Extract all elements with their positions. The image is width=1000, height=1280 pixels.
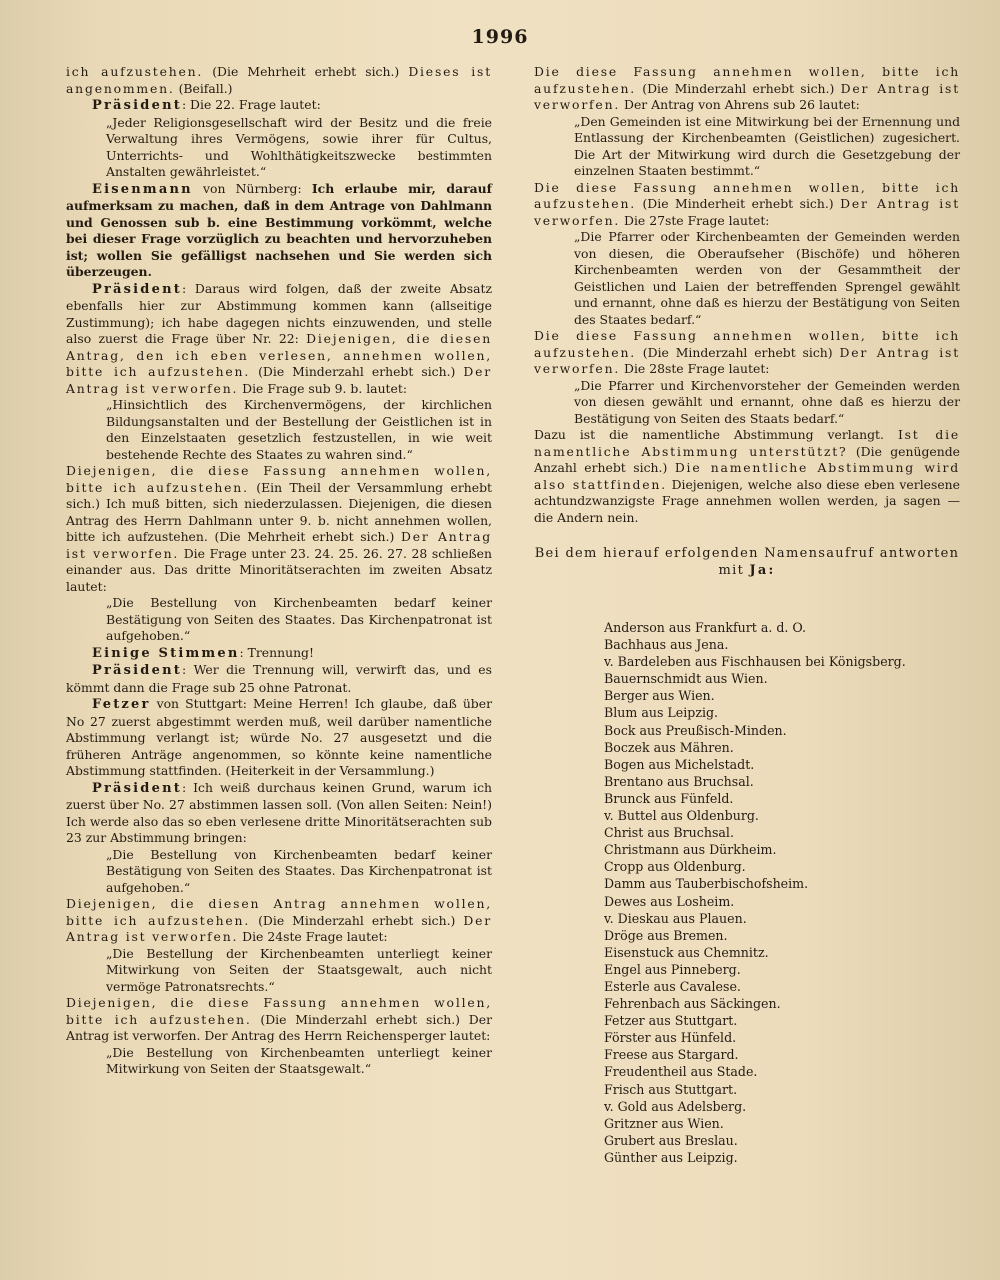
spaced-text: Der Antrag ist verworfen.: [66, 529, 492, 561]
roll-call-name: Gritzner aus Wien.: [604, 1115, 724, 1131]
text-run: Die Frage unter 23. 24. 25. 26. 27. 28 schließen einander aus. Das dritte Minoritätserachten im zweiten Absatz lautet:: [66, 545, 492, 594]
spaced-text: Der Antrag ist verworfen.: [66, 912, 492, 944]
quoted-motion: [106, 397, 492, 463]
roll-call-name: Günther aus Leipzig.: [604, 1149, 738, 1165]
speech-paragraph: [66, 780, 492, 847]
roll-call-name: Christ aus Bruchsal.: [604, 825, 734, 841]
spaced-text: Diejenigen, die diese Fassung annehmen wollen, bitte ich aufzustehen.: [66, 463, 492, 495]
speaker-name: Präsident: [92, 663, 182, 678]
right-column-text: [534, 64, 960, 526]
roll-call-name: Anderson aus Frankfurt a. d. O.: [604, 620, 807, 635]
quoted-motion: [106, 847, 492, 897]
paragraph: [66, 896, 492, 946]
text-run: „Die Bestellung von Kirchenbeamten bedarf keiner Bestätigung von Seiten des Staates. Das Kirchenpatronat ist aufgehoben.“: [106, 595, 492, 643]
paragraph: [534, 180, 960, 230]
speech-paragraph: [66, 662, 492, 696]
spaced-text: Der Antrag ist verworfen.: [534, 196, 960, 228]
text-run: Der Antrag von Ahrens sub 26 lautet:: [620, 97, 860, 112]
text-run: (Die Minderheit erhebt sich.): [635, 196, 841, 211]
quoted-motion: [106, 115, 492, 181]
quoted-motion: [574, 229, 960, 328]
text-run: (Die Minderzahl erhebt sich.): [250, 364, 464, 379]
quoted-motion: [106, 946, 492, 996]
text-run: Die 28ste Frage lautet:: [620, 361, 770, 376]
text-columns: [66, 64, 960, 1166]
text-run: : Trennung!: [239, 644, 314, 660]
roll-call-name: Bachhaus aus Jena.: [604, 637, 729, 653]
roll-call-name: Frisch aus Stuttgart.: [604, 1081, 738, 1097]
text-run: „Die Bestellung von Kirchenbeamten unterliegt keiner Mitwirkung von Seiten der Staatsgewalt.“: [106, 1044, 492, 1076]
roll-call-name: Förster aus Hünfeld.: [604, 1030, 737, 1046]
speech-paragraph: [66, 181, 492, 281]
text-run: „Die Pfarrer oder Kirchenbeamten der Gemeinden werden von diesen, die Oberaufseher (Bischöfe) und höheren Kirchenbeamten werden von der Gesammtheit der Geistlichen und Laien der betreffenden Sprengel gewählt und ernannt, ohne daß es hierzu der Bestätigung von Seiten des Staates bedarf.“: [574, 229, 960, 327]
spaced-text: Diejenigen, die diesen Antrag, den ich eben verlesen, annehmen wollen, bitte ich aufzustehen.: [66, 331, 492, 379]
spaced-text: Diejenigen, die diese Fassung annehmen wollen, bitte ich aufzustehen.: [66, 995, 492, 1027]
spaced-text: Der Antrag ist verworfen.: [66, 364, 492, 396]
spaced-text: Ist die namentliche Abstimmung unterstützt?: [534, 427, 960, 459]
roll-call-name: Damm aus Tauberbischofsheim.: [604, 876, 809, 892]
text-run: (Die Minderzahl erhebt sich.) Der Antrag ist verworfen. Der Antrag des Herrn Reichensperger lautet:: [66, 1011, 492, 1043]
roll-call-name: Freese aus Stargard.: [604, 1047, 739, 1063]
spaced-text: Diejenigen, die diesen Antrag annehmen wollen, bitte ich aufzustehen.: [66, 896, 492, 928]
roll-call-name: Cropp aus Oldenburg.: [604, 859, 746, 875]
text-run: : Ich weiß durchaus keinen Grund, warum ich zuerst über No. 27 abstimmen lassen soll. (Von allen Seiten: Nein!) Ich werde also das so eben verlesene dritte Minoritätserachten sub 23 zur Abstimmung bringen:: [66, 779, 492, 845]
roll-call-heading-emphasis: Ja:: [749, 562, 776, 578]
spaced-text: ich aufzustehen.: [66, 64, 204, 79]
text-run: „Jeder Religionsgesellschaft wird der Besitz und die freie Verwaltung ihres Vermögens, sowie ihrer für Cultus, Unterrichts- und Wohlthätigkeitszwecke bestimmten Anstalten gewährleistet.“: [106, 114, 492, 179]
text-run: von Stuttgart: Meine Herren! Ich glaube, daß über No 27 zuerst abgestimmt werden muß, weil darüber namentliche Abstimmung verlangt ist; würde No. 27 ausgesetzt und die früheren Anträge angenommen, so könnte keine namentliche Abstimmung stattfinden. (Heiterkeit in der Versammlung.): [66, 696, 492, 778]
spaced-text: Die diese Fassung annehmen wollen, bitte ich aufzustehen.: [534, 328, 960, 360]
text-run: „Die Bestellung von Kirchenbeamten bedarf keiner Bestätigung von Seiten des Staates. Das Kirchenpatronat ist aufgehoben.“: [106, 846, 492, 895]
bold-text: Ich erlaube mir, darauf aufmerksam zu machen, daß in dem Antrage von Dahlmann und Genossen sub b. eine Bestimmung vorkömmt, welche bei dieser Frage vorzüglich zu beachten und hervorzuheben ist; wollen Sie gefälligst nachsehen und Sie werden sich überzeugen.: [66, 180, 492, 279]
text-run: Diejenigen, welche also diese eben verlesene achtundzwanzigste Frage annehmen wollen werden, ja sagen — die Andern nein.: [534, 476, 960, 525]
text-run: Die 24ste Frage lautet:: [238, 929, 388, 944]
roll-call-name: Grubert aus Breslau.: [604, 1132, 738, 1148]
paragraph: [66, 995, 492, 1045]
roll-call-name: Boczek aus Mähren.: [604, 739, 734, 755]
roll-call-name: Freudentheil aus Stade.: [604, 1064, 758, 1080]
text-run: von Nürnberg:: [192, 180, 312, 196]
text-run: „Den Gemeinden ist eine Mitwirkung bei der Ernennung und Entlassung der Kirchenbeamten (Geistlichen) zugesichert. Die Art der Mitwirkung wird durch die Gesetzgebung der einzelnen Staaten bestimmt.“: [574, 113, 960, 178]
roll-call-name: Brentano aus Bruchsal.: [604, 773, 754, 789]
text-run: (Die Mehrheit erhebt sich.): [203, 64, 409, 79]
spaced-text: Der Antrag ist verworfen.: [534, 80, 960, 112]
spaced-text: Die diese Fassung annehmen wollen, bitte ich aufzustehen.: [534, 179, 960, 211]
page-number: 1996: [471, 26, 529, 48]
text-run: (Die Minderzahl erhebt sich.): [250, 912, 464, 928]
text-run: (Beifall.): [174, 80, 233, 96]
roll-call-name: Bogen aus Michelstadt.: [604, 756, 755, 772]
text-run: Die 27ste Frage lautet:: [620, 212, 770, 228]
paragraph: [534, 427, 960, 526]
roll-call-name: Fetzer aus Stuttgart.: [604, 1013, 738, 1029]
speaker-name: Präsident: [92, 281, 182, 297]
speaker-name: Fetzer: [92, 697, 151, 712]
text-run: „Die Bestellung der Kirchenbeamten unterliegt keiner Mitwirkung von Seiten der Staatsgewalt, auch nicht vermöge Patronatsrechts.“: [106, 945, 492, 994]
text-run: : Die 22. Frage lautet:: [181, 97, 321, 112]
paragraph: [534, 64, 960, 114]
quoted-motion: [574, 114, 960, 180]
roll-call-name: Dewes aus Losheim.: [604, 893, 735, 909]
roll-call-name: Christmann aus Dürkheim.: [604, 842, 777, 858]
roll-call-name: Brunck aus Fünfeld.: [604, 790, 734, 806]
quoted-motion: [106, 1045, 492, 1078]
paragraph: [66, 463, 492, 595]
text-run: (Ein Theil der Versammlung erhebt sich.) Ich muß bitten, sich niederzulassen. Diejenigen, die diesen Antrag des Herrn Dahlmann unter 9. b. nicht annehmen wollen, bitte ich aufzustehen. (Die Mehrheit erhebt sich.): [66, 479, 492, 544]
spaced-text: Die namentliche Abstimmung wird also stattfinden.: [534, 460, 960, 492]
roll-call-name: Blum aus Leipzig.: [604, 705, 719, 721]
roll-call-name: Berger aus Wien.: [604, 688, 715, 704]
speech-paragraph: [66, 645, 492, 663]
speech-paragraph: [66, 281, 492, 398]
speaker-name: Eisenmann: [92, 181, 193, 197]
roll-call-name: v. Gold aus Adelsberg.: [604, 1098, 747, 1114]
spaced-text: Dieses ist angenommen.: [66, 64, 492, 96]
text-run: : Daraus wird folgen, daß der zweite Absatz ebenfalls hier zur Abstimmung kommen kann (allseitige Zustimmung); ich habe dagegen nichts einzuwenden, und stelle also zuerst die Frage über Nr. 22:: [66, 280, 492, 346]
roll-call-name: Dröge aus Bremen.: [604, 927, 728, 943]
roll-call-name: v. Buttel aus Oldenburg.: [604, 808, 759, 824]
speech-paragraph: [66, 97, 492, 115]
roll-call-name: v. Bardeleben aus Fischhausen bei Königsberg.: [604, 654, 906, 670]
roll-call-heading-text: Bei dem hierauf erfolgenden Namensaufruf antworten mit: [534, 546, 960, 578]
paragraph: [66, 64, 492, 97]
roll-call-name: v. Dieskau aus Plauen.: [604, 910, 747, 926]
text-run: „Die Pfarrer und Kirchenvorsteher der Gemeinden werden von diesen gewählt und ernannt, ohne daß es hierzu der Bestätigung von Seiten des Staats bedarf.“: [574, 377, 960, 426]
paragraph: [534, 328, 960, 378]
roll-call-list: [534, 619, 960, 1166]
text-run: (Die Minderzahl erhebt sich): [635, 344, 840, 360]
roll-call-name: Esterle aus Cavalese.: [604, 978, 741, 994]
roll-call-name: Bock aus Preußisch-Minden.: [604, 722, 787, 738]
text-run: Dazu ist die namentliche Abstimmung verlangt.: [534, 427, 898, 442]
text-run: (Die genügende Anzahl erhebt sich.): [534, 443, 960, 475]
speaker-name: Präsident: [92, 780, 182, 796]
text-run: Die Frage sub 9. b. lautet:: [238, 380, 408, 396]
roll-call-name: Engel aus Pinneberg.: [604, 961, 741, 977]
spaced-text: Der Antrag ist verworfen.: [534, 344, 960, 376]
text-run: (Die Minderzahl erhebt sich.): [635, 80, 841, 96]
text-run: „Hinsichtlich des Kirchenvermögens, der kirchlichen Bildungsanstalten und der Bestellung der Geistlichen ist in den Einzelstaaten gesetzlich festzustellen, in wie weit bestehende Rechte des Staates zu wahren sind.“: [106, 397, 492, 462]
speaker-name: Präsident: [92, 98, 182, 113]
quoted-motion: [574, 378, 960, 428]
speaker-name: Einige Stimmen: [92, 645, 240, 661]
roll-call-name: Eisenstuck aus Chemnitz.: [604, 944, 769, 960]
text-run: : Wer die Trennung will, verwirft das, und es kömmt dann die Frage sub 25 ohne Patronat.: [66, 662, 492, 695]
spaced-text: Die diese Fassung annehmen wollen, bitte ich aufzustehen.: [534, 64, 960, 96]
left-column: [66, 64, 514, 1166]
roll-call-heading: [534, 546, 960, 579]
roll-call-name: Fehrenbach aus Säckingen.: [604, 996, 781, 1012]
speech-paragraph: [66, 696, 492, 780]
roll-call-name: Bauernschmidt aus Wien.: [604, 671, 768, 687]
right-column: [514, 64, 960, 1166]
quoted-motion: [106, 595, 492, 645]
